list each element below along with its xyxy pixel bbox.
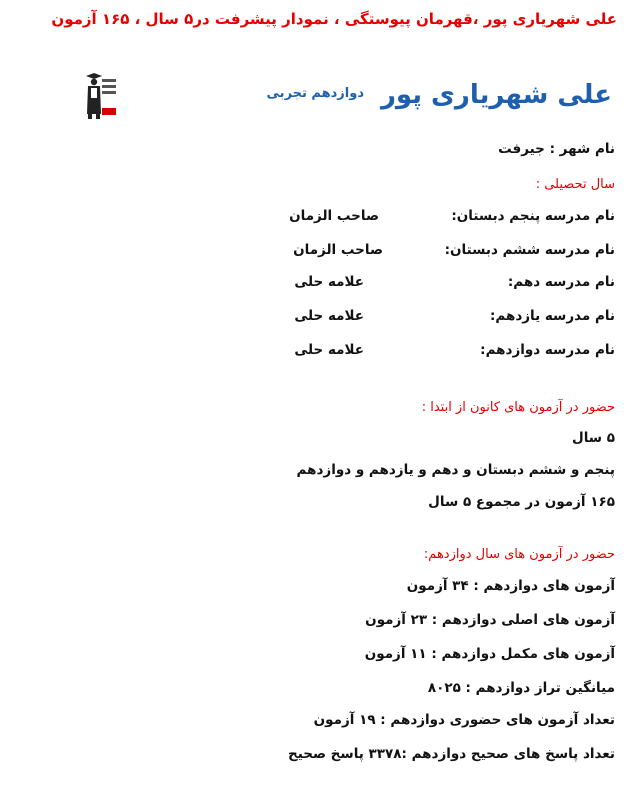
education-heading: سال تحصیلی : [535, 177, 615, 192]
grade12-line-supplementary: آزمون های مکمل دوازدهم : ۱۱ آزمون [364, 646, 615, 662]
school-value-12: علامه حلی [294, 342, 364, 358]
attendance-line-total: ۱۶۵ آزمون در مجموع ۵ سال [428, 494, 615, 510]
grade12-line-in-person: تعداد آزمون های حضوری دوازدهم : ۱۹ آزمون [313, 712, 615, 728]
school-label-10: نام مدرسه دهم: [507, 274, 615, 290]
school-value-6: صاحب الزمان [293, 242, 383, 258]
school-label-11: نام مدرسه یازدهم: [489, 308, 615, 324]
school-label-12: نام مدرسه دوازدهم: [480, 342, 615, 358]
student-name: علی شهریاری پور [380, 80, 612, 110]
attendance-heading: حضور در آزمون های کانون از ابتدا : [421, 400, 615, 415]
school-label-6: نام مدرسه ششم دبستان: [444, 242, 615, 258]
grade12-heading: حضور در آزمون های سال دوازدهم: [423, 547, 615, 562]
school-value-5: صاحب الزمان [289, 208, 379, 224]
school-label-5: نام مدرسه پنجم دبستان: [451, 208, 615, 224]
kanoon-logo [82, 70, 116, 120]
grade12-line-correct-answers: تعداد پاسخ های صحیح دوازدهم :۳۳۷۸ پاسخ صحیح [287, 746, 615, 762]
school-value-10: علامه حلی [294, 274, 364, 290]
attendance-line-grades: پنجم و ششم دبستان و دهم و یازدهم و دوازدهم [296, 462, 615, 478]
city-line: نام شهر : جیرفت [498, 141, 615, 157]
school-value-11: علامه حلی [294, 308, 364, 324]
page-headline: علی شهریاری پور ،قهرمان پیوستگی ، نمودار پیشرفت در۵ سال ، ۱۶۵ آزمون [51, 10, 617, 28]
attendance-line-years: ۵ سال [571, 430, 615, 446]
graduate-logo-icon [82, 70, 116, 120]
grade12-line-main: آزمون های اصلی دوازدهم : ۲۳ آزمون [365, 612, 615, 628]
grade12-line-average: میانگین تراز دوازدهم : ۸۰۲۵ [427, 680, 615, 696]
student-grade: دوازدهم تجربی [266, 86, 364, 101]
grade12-line-total: آزمون های دوازدهم : ۳۴ آزمون [406, 578, 615, 594]
